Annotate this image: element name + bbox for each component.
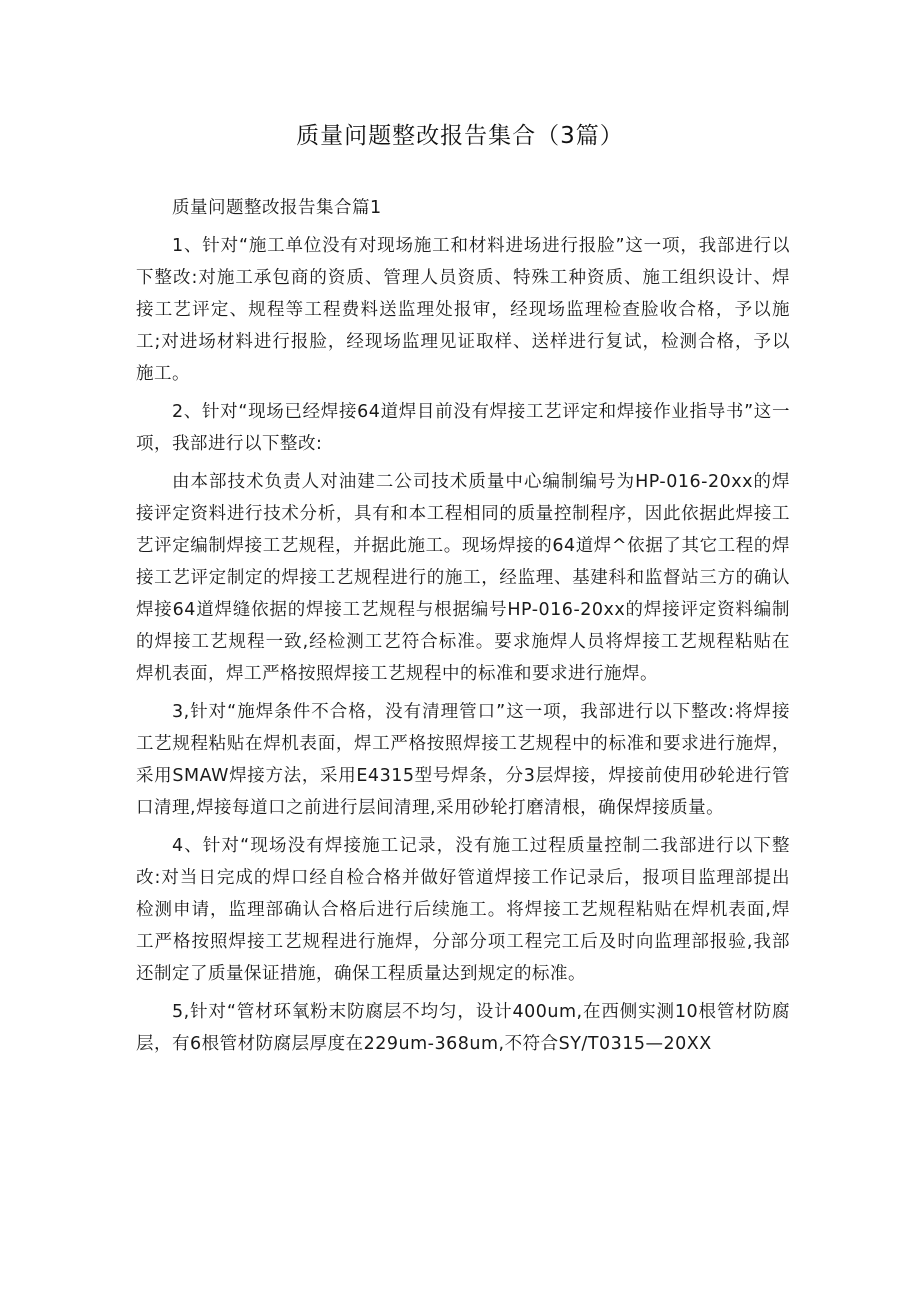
paragraph-item-5: 5,针对“管材环氧粉末防腐层不均匀，设计400um,在西侧实测10根管材防腐层，有6根管材防腐层厚度在229um-368um,不符合SY/T0315—20XX xyxy=(136,1002,790,1054)
section-heading: 质量问题整改报告集合篇1 xyxy=(172,198,382,218)
document-title: 质量问题整改报告集合（3篇） xyxy=(296,123,624,149)
paragraph-item-1: 1、针对“施工单位没有对现场施工和材料进场进行报脸”这一项，我部进行以下整改:对施工承包商的资质、管理人员资质、特殊工种资质、施工组织设计、焊接工艺评定、规程等工程费料送监理处报审，经现场监理检查脸收合格，予以施工;对进场材料进行报脸，经现场监理见证取样、送样进行复试，检测合格，予以施工。 xyxy=(136,236,790,384)
paragraph-item-4: 4、针对“现场没有焊接施工记录，没有施工过程质量控制二我部进行以下整改:对当日完成的焊口经自检合格并做好管道焊接工作记录后，报项目监理部提出检测申请，监理部确认合格后进行后续施工。将焊接工艺规程粘贴在焊机表面,焊工严格按照焊接工艺规程进行施焊，分部分项工程完工后及时向监理部报验,我部还制定了质量保证措施，确保工程质量达到规定的标准。 xyxy=(136,836,790,984)
paragraph-item-2: 2、针对“现场已经焊接64道焊目前没有焊接工艺评定和焊接作业指导书”这一项，我部进行以下整改: xyxy=(136,402,790,454)
document-body xyxy=(136,192,790,1066)
paragraph-item-3: 3,针对“施焊条件不合格，没有清理管口”这一项，我部进行以下整改:将焊接工艺规程粘贴在焊机表面，焊工严格按照焊接工艺规程中的标准和要求进行施焊，采用SMAW焊接方法，采用E4315型号焊条，分3层焊接，焊接前使用砂轮进行管口清理,焊接每道口之前进行层间清理,采用砂轮打磨清根，确保焊接质量。 xyxy=(136,702,790,818)
paragraph-item-2-detail: 由本部技术负责人对油建二公司技术质量中心编制编号为HP-016-20xx的焊接评定资料进行技术分析，具有和本工程相同的质量控制程序，因此依据此焊接工艺评定编制焊接工艺规程，并据此施工。现场焊接的64道焊^依据了其它工程的焊接工艺评定制定的焊接工艺规程进行的施工，经监理、基建科和监督站三方的确认焊接64道焊缝依据的焊接工艺规程与根据编号HP-016-20xx的焊接评定资料编制的焊接工艺规程一致,经检测工艺符合标准。要求施焊人员将焊接工艺规程粘贴在焊机表面，焊工严格按照焊接工艺规程中的标准和要求进行施焊。 xyxy=(136,472,790,684)
